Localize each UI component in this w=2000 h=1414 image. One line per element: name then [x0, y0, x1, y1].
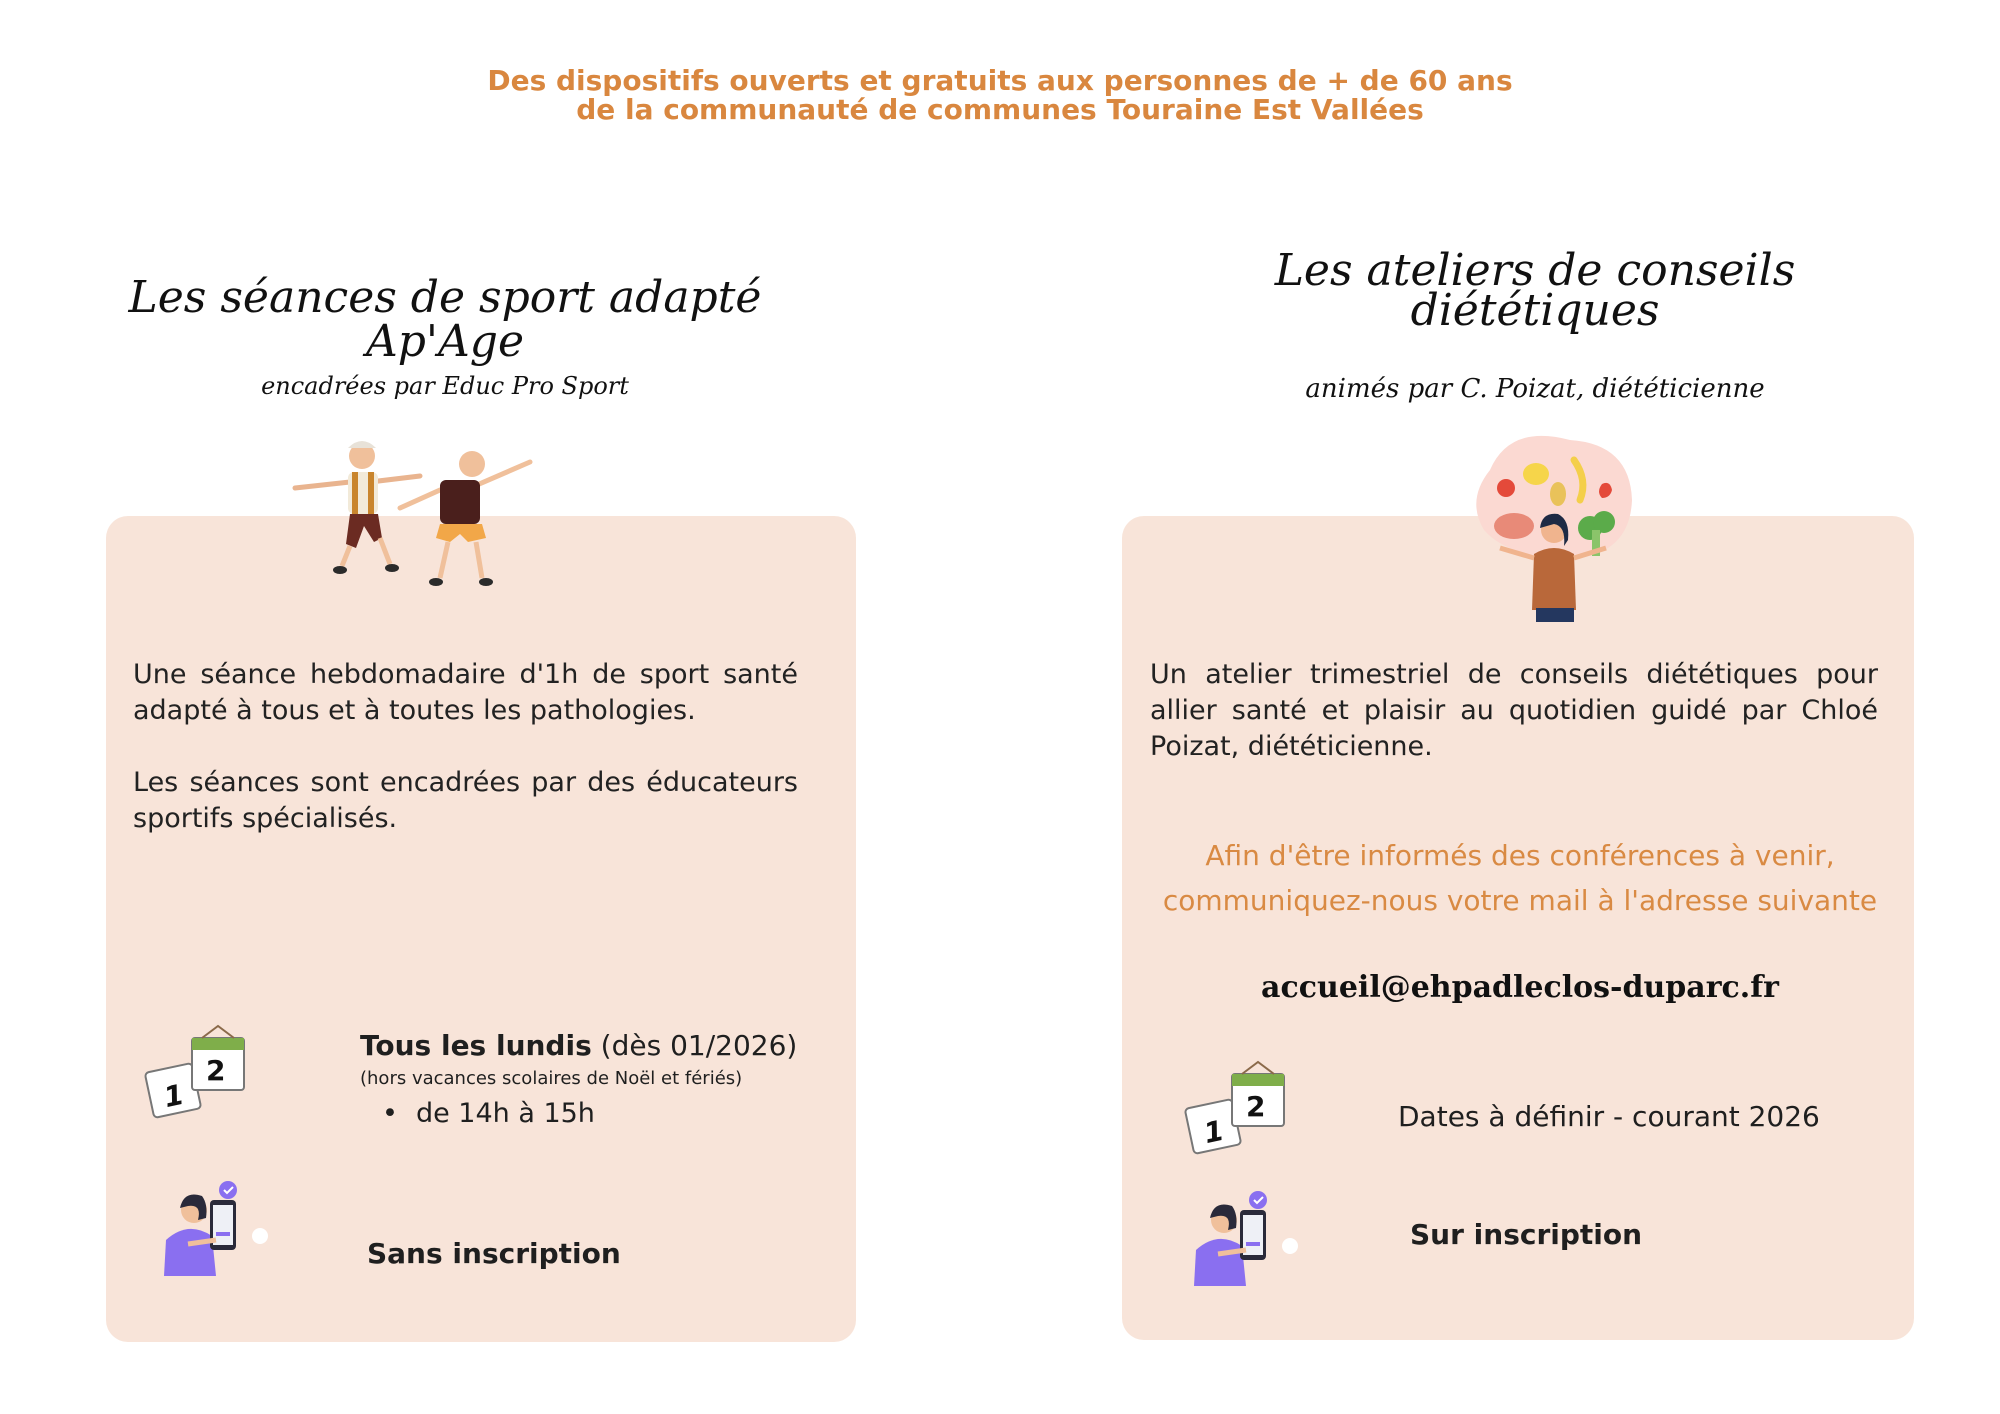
- calendar-icon: [1180, 1062, 1290, 1162]
- schedule-note: (hors vacances scolaires de Noël et fériés): [360, 1068, 743, 1089]
- left-schedule: [360, 1028, 830, 1134]
- person-phone-illustration: [1188, 1190, 1303, 1290]
- bullet-icon: •: [382, 1098, 398, 1129]
- right-info-line-1: Afin d'être informés des conférences à venir,: [1205, 839, 1835, 872]
- calendar-day-1: 1: [1200, 1113, 1227, 1151]
- calendar-day-1: 1: [160, 1077, 187, 1115]
- contact-email[interactable]: accueil@ehpadleclos-duparc.fr: [1261, 970, 1779, 1005]
- header-line-1: Des dispositifs ouverts et gratuits aux personnes de + de 60 ans: [487, 64, 1513, 97]
- schedule-time-item: [360, 1094, 830, 1134]
- left-title: [110, 272, 780, 367]
- header-line-2: de la communauté de communes Touraine Est Vallées: [576, 93, 1424, 126]
- left-title-line-2: Ap'Age: [365, 316, 525, 367]
- dietitian-food-illustration: [1470, 430, 1640, 630]
- calendar-day-2: 2: [1246, 1090, 1266, 1123]
- left-title-line-1: Les séances de sport adapté: [128, 272, 762, 323]
- page-header: [0, 66, 2000, 124]
- right-registration: Sur inscription: [1410, 1218, 1643, 1251]
- schedule-time: de 14h à 15h: [415, 1098, 595, 1129]
- right-info: [1130, 833, 1910, 923]
- right-description: Un atelier trimestriel de conseils diététiques pour allier santé et plaisir au quotidien guidé par Chloé Poizat, diététicienne.: [1150, 659, 1878, 762]
- schedule-day: Tous les lundis: [360, 1029, 592, 1062]
- right-title-line-1: Les ateliers de conseils: [1274, 245, 1796, 296]
- right-title-line-2: diététiques: [1410, 285, 1660, 336]
- left-description-2: Les séances sont encadrées par des éducateurs sportifs spécialisés.: [133, 767, 798, 834]
- left-subtitle: encadrées par Educ Pro Sport: [261, 372, 629, 400]
- person-phone-illustration: [158, 1180, 273, 1280]
- right-dates: Dates à définir - courant 2026: [1398, 1100, 1820, 1133]
- schedule-start: (dès 01/2026): [591, 1029, 798, 1062]
- left-registration: Sans inscription: [367, 1237, 621, 1270]
- calendar-icon: [140, 1026, 250, 1126]
- left-description-1: Une séance hebdomadaire d'1h de sport santé adapté à tous et à toutes les pathologies.: [133, 659, 798, 726]
- right-title: [1210, 245, 1860, 336]
- right-info-line-2: communiquez-nous votre mail à l'adresse suivante: [1162, 884, 1878, 917]
- right-subtitle: animés par C. Poizat, diététicienne: [1305, 374, 1765, 404]
- schedule-line: [360, 1028, 830, 1064]
- seniors-exercising-illustration: [290, 438, 540, 590]
- calendar-day-2: 2: [206, 1054, 226, 1087]
